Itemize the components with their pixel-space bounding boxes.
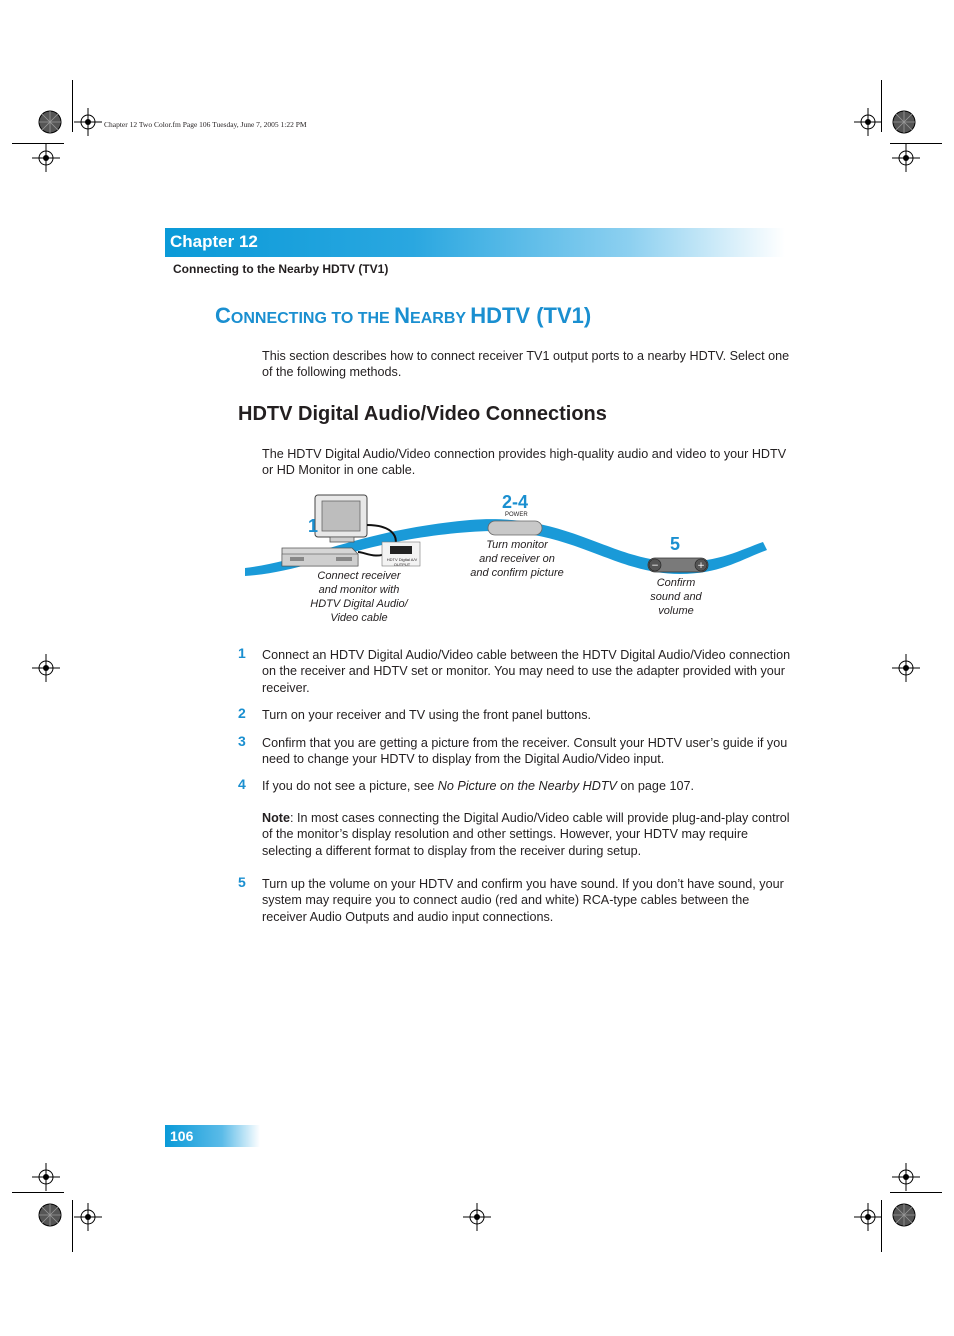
svg-text:+: +: [697, 561, 705, 571]
title-rest: HDTV (TV1): [470, 303, 592, 328]
breadcrumb: Connecting to the Nearby HDTV (TV1): [173, 262, 389, 276]
diagram-label-1: 1: [308, 516, 319, 536]
page-number-band: [165, 1125, 260, 1147]
step-number-5: 5: [238, 874, 246, 890]
intro-paragraph: This section describes how to connect receiver TV1 output ports to a nearby HDTV. Select one of the following methods.: [262, 349, 790, 380]
note-paragraph: [262, 810, 792, 859]
step-number-2: 2: [238, 705, 246, 721]
caption-step-5: Confirm sound and volume: [650, 577, 702, 617]
step-text-1: Connect an HDTV Digital Audio/Video cable between the HDTV Digital Audio/Video connection on the receiver and HDTV set or monitor. You may need to use the adapter provided with your receiver.: [262, 648, 791, 695]
note-text: : In most cases connecting the Digital Audio/Video cable will provide plug-and-play control of the monitor’s display resolution and other settings. However, your HDTV may require selecting a different format to display from the receiver during setup.: [262, 811, 790, 858]
step-text-5: Turn up the volume on your HDTV and confirm you have sound. If you don’t have sound, your system may require you to connect audio (red and white) RCA-type cables between the receiver Audio Outputs and audio input connections.: [262, 877, 784, 924]
port-label: HDTV Digital A/V OUTPUT: [386, 557, 418, 567]
title-cap-2: N: [394, 303, 411, 328]
step-number-3: 3: [238, 733, 246, 749]
svg-text:−: −: [651, 561, 659, 571]
title-small-caps-1: ONNECTING TO THE: [230, 310, 395, 327]
volume-control-icon: [648, 558, 708, 572]
cross-reference: No Picture on the Nearby HDTV: [437, 779, 617, 793]
power-button-icon: [488, 521, 542, 535]
monitor-icon: [315, 495, 367, 542]
title-cap-1: C: [215, 303, 231, 328]
section-intro: The HDTV Digital Audio/Video connection provides high-quality audio and video to your HDTV or HD Monitor in one cable.: [262, 447, 787, 478]
caption-step-2-4: Turn monitor and receiver on and confirm picture: [470, 539, 564, 579]
section-heading: HDTV Digital Audio/Video Connections: [238, 403, 607, 425]
chapter-label: Chapter 12: [170, 232, 258, 251]
note-label: Note: [262, 811, 290, 825]
diagram-label-2-4: 2-4: [502, 492, 529, 512]
page-number: 106: [170, 1128, 194, 1144]
file-info: Chapter 12 Two Color.fm Page 106 Tuesday, June 7, 2005 1:22 PM: [104, 120, 307, 129]
step-text-3: Confirm that you are getting a picture from the receiver. Consult your HDTV user’s guide if you need to change your HDTV to display from the Digital Audio/Video input.: [262, 736, 788, 767]
chapter-banner: [165, 228, 785, 257]
page-title: [215, 303, 591, 329]
step-text-2: Turn on your receiver and TV using the front panel buttons.: [262, 708, 592, 722]
diagram-label-5: 5: [670, 534, 681, 554]
step-text-4: If you do not see a picture, see No Picture on the Nearby HDTV on page 107.: [262, 779, 694, 793]
step-number-1: 1: [238, 645, 246, 661]
step-number-4: 4: [238, 776, 246, 792]
power-label: POWER: [505, 512, 528, 518]
caption-step-1: Connect receiver and monitor with HDTV Digital Audio/ Video cable: [310, 570, 408, 624]
receiver-icon: [282, 548, 358, 566]
title-small-caps-2: EARBY: [410, 310, 471, 327]
